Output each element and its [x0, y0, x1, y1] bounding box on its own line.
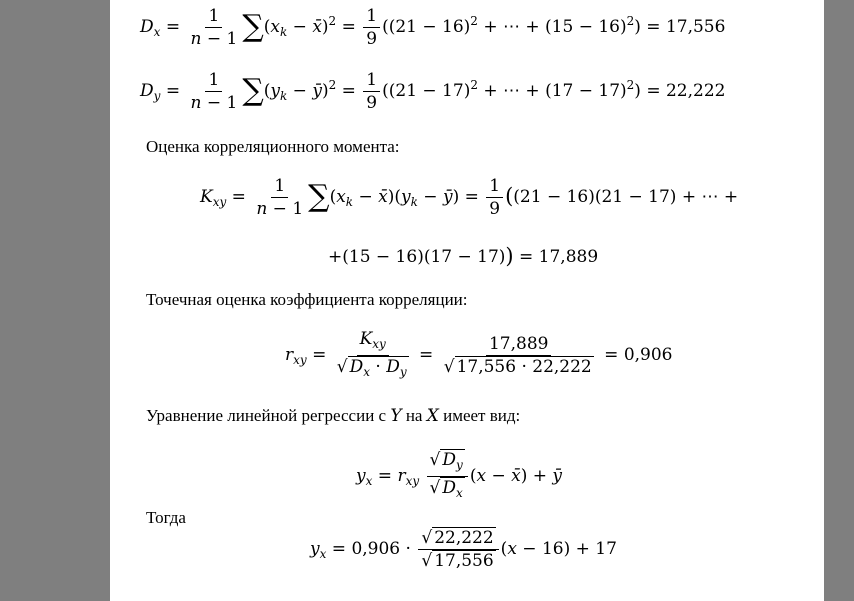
formula-regression-general: $y_x = r_{xy}$ $\frac{√ D_y}{√ D_x}$ (x − x̄) + ȳ	[356, 450, 562, 500]
label-then: Тогда	[146, 508, 186, 527]
formula-dx: $D_x$ = $\frac{1}{n - 1}$ $\sum(x_k$ − x̄)$^2$ = $\frac{1}{9}$ ($(21 - 16)^2$ + ⋯ + $(15 - 16)^2) = 17,556$	[140, 6, 726, 49]
rxy-value: 0,906	[623, 345, 673, 365]
rxy-den-dy: 22,222	[532, 357, 592, 377]
heading-regression: Уравнение линейной регрессии с Y на X имеет вид:	[146, 406, 521, 426]
rxy-numerator: 17,889	[488, 334, 549, 354]
formula-regression-numeric: $y_x = 0,906$ · $\frac{√ 22,222}{√ 17,556}$ (x − 16) + 17	[310, 528, 617, 571]
kxy-value: 17,889	[538, 247, 599, 267]
formula-dy: $D_y$ = $\frac{1}{n - 1}$ $\sum(y_k$ − ȳ)$^2$ = $\frac{1}{9}$ ($(21 - 17)^2$ + ⋯ + $(17 - 17)^2) = 22,222$	[140, 70, 726, 113]
formula-rxy: $r_{xy}$ = $\frac{K_{xy}}{√ D_x \cdot D_y}$ = $\frac{17,889}{√ 17,556 \cdot 22,222}$ = 0,906	[285, 329, 673, 379]
dy-value: 22,222	[665, 81, 726, 101]
heading-correlation-coefficient: Точечная оценка коэффициента корреляции:	[146, 290, 468, 309]
formula-kxy-continued: +(15 − 16)(17 − 17)) = 17,889	[328, 244, 599, 268]
rxy-den-dx: 17,556	[456, 357, 517, 377]
formula-kxy: $K_{xy}$ = $\frac{1}{n - 1}$ $\sum(x_k$ − $x̄)(y_k$ − ȳ) = $\frac{1}{9}$ ((21 − 16)(21 − 17) + ⋯ +	[200, 176, 739, 219]
dx-value: 17,556	[665, 17, 726, 37]
heading-correlation-moment: Оценка корреляционного момента:	[146, 137, 400, 156]
document-page	[110, 0, 824, 601]
